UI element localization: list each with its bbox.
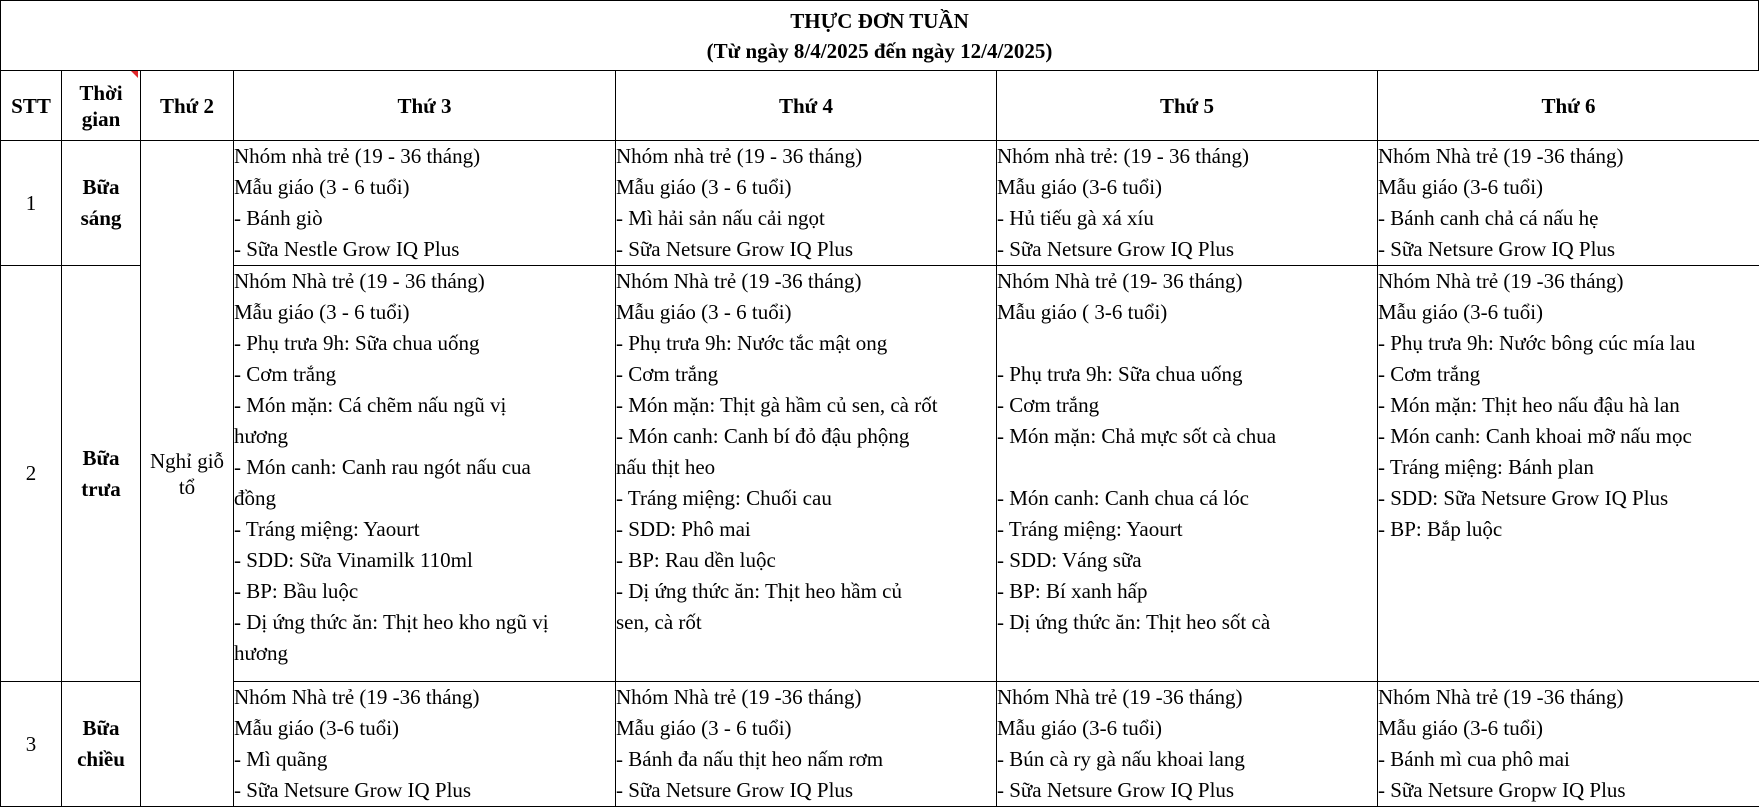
menu-line: - Món mặn: Thịt gà hầm củ sen, cà rốt (616, 390, 996, 421)
menu-line: Mẫu giáo (3 - 6 tuổi) (616, 713, 996, 744)
menu-line: - Sữa Netsure Grow IQ Plus (234, 775, 615, 806)
menu-cell-thu4 (616, 682, 997, 807)
row-stt: 1 (1, 141, 62, 266)
blank-line (997, 328, 1377, 359)
menu-line: - Dị ứng thức ăn: Thịt heo sốt cà (997, 607, 1377, 638)
menu-line: - SDD: Phô mai (616, 514, 996, 545)
menu-line: hương (234, 421, 615, 452)
menu-line: - Bánh đa nấu thịt heo nấm rơm (616, 744, 996, 775)
menu-cell-thu6 (1378, 682, 1759, 807)
menu-line: - Sữa Netsure Grow IQ Plus (616, 775, 996, 806)
meal-time-line2: trưa (62, 474, 140, 505)
header-row (1, 71, 1759, 141)
header-thu6: Thứ 6 (1378, 71, 1759, 141)
menu-cell-thu5 (997, 141, 1378, 266)
menu-line: - Sữa Netsure Grow IQ Plus (616, 234, 996, 265)
menu-line: - Bánh canh chả cá nấu hẹ (1378, 203, 1759, 234)
menu-cell-thu5 (997, 266, 1378, 682)
menu-line: Nhóm Nhà trẻ (19- 36 tháng) (997, 266, 1377, 297)
meal-time-line1: Bữa (62, 713, 140, 744)
menu-line: - Mì hải sản nấu cải ngọt (616, 203, 996, 234)
meal-time-line1: Bữa (62, 172, 140, 203)
menu-line: - Cơm trắng (1378, 359, 1759, 390)
menu-line: - Bánh giò (234, 203, 615, 234)
menu-line: Nhóm nhà trẻ (19 - 36 tháng) (234, 141, 615, 172)
holiday-note-line2: tổ (141, 474, 233, 500)
menu-line: Mẫu giáo (3-6 tuổi) (1378, 172, 1759, 203)
menu-line: - Món canh: Canh bí đỏ đậu phộng (616, 421, 996, 452)
menu-line: Mẫu giáo (3-6 tuổi) (1378, 713, 1759, 744)
menu-line: - Món mặn: Thịt heo nấu đậu hà lan (1378, 390, 1759, 421)
menu-line: - Sữa Netsure Gropw IQ Plus (1378, 775, 1759, 806)
menu-line: - Cơm trắng (997, 390, 1377, 421)
weekly-menu-table (0, 70, 1759, 807)
menu-line: - Món mặn: Chả mực sốt cà chua (997, 421, 1377, 452)
header-thu2: Thứ 2 (141, 71, 234, 141)
meal-time-line2: chiều (62, 744, 140, 775)
menu-line: Mẫu giáo (3-6 tuổi) (997, 713, 1377, 744)
menu-line: - Phụ trưa 9h: Sữa chua uống (997, 359, 1377, 390)
menu-cell-thu6 (1378, 141, 1759, 266)
menu-line: - BP: Bắp luộc (1378, 514, 1759, 545)
menu-line: - Phụ trưa 9h: Nước bông cúc mía lau (1378, 328, 1759, 359)
menu-line: - Món canh: Canh rau ngót nấu cua (234, 452, 615, 483)
menu-line: Nhóm nhà trẻ (19 - 36 tháng) (616, 141, 996, 172)
header-time-line1: Thời (62, 80, 140, 106)
menu-line: - Dị ứng thức ăn: Thịt heo hầm củ (616, 576, 996, 607)
menu-line: đồng (234, 483, 615, 514)
thu2-holiday-note (141, 141, 234, 807)
menu-line: - Món canh: Canh khoai mỡ nấu mọc (1378, 421, 1759, 452)
menu-line: - Phụ trưa 9h: Nước tắc mật ong (616, 328, 996, 359)
blank-line (997, 452, 1377, 483)
menu-line: Mẫu giáo (3-6 tuổi) (1378, 297, 1759, 328)
header-thu5: Thứ 5 (997, 71, 1378, 141)
menu-line: - Sữa Netsure Grow IQ Plus (997, 234, 1377, 265)
menu-line: Mẫu giáo (3 - 6 tuổi) (234, 297, 615, 328)
menu-line: hương (234, 638, 615, 669)
menu-line: Nhóm Nhà trẻ (19 -36 tháng) (616, 266, 996, 297)
menu-line: - Tráng miệng: Bánh plan (1378, 452, 1759, 483)
menu-cell-thu6 (1378, 266, 1759, 682)
menu-line: - Tráng miệng: Chuối cau (616, 483, 996, 514)
menu-line: Nhóm Nhà trẻ (19 - 36 tháng) (234, 266, 615, 297)
menu-cell-thu3 (234, 682, 616, 807)
menu-line: - Bánh mì cua phô mai (1378, 744, 1759, 775)
header-stt: STT (1, 71, 62, 141)
menu-line: Nhóm Nhà trẻ (19 -36 tháng) (1378, 141, 1759, 172)
menu-line: - Sữa Nestle Grow IQ Plus (234, 234, 615, 265)
row-meal-time (62, 682, 141, 807)
page-subtitle: (Từ ngày 8/4/2025 đến ngày 12/4/2025) (1, 39, 1758, 63)
table-row (1, 266, 1759, 682)
header-time-line2: gian (62, 106, 140, 132)
menu-line: - SDD: Váng sữa (997, 545, 1377, 576)
menu-line: nấu thịt heo (616, 452, 996, 483)
menu-line: Nhóm Nhà trẻ (19 -36 tháng) (1378, 266, 1759, 297)
menu-line: - Tráng miệng: Yaourt (234, 514, 615, 545)
menu-line: Mẫu giáo (3 - 6 tuổi) (234, 172, 615, 203)
menu-line: - Sữa Netsure Grow IQ Plus (1378, 234, 1759, 265)
menu-cell-thu3 (234, 266, 616, 682)
menu-line: - Phụ trưa 9h: Sữa chua uống (234, 328, 615, 359)
table-row (1, 682, 1759, 807)
menu-line: - Mì quãng (234, 744, 615, 775)
header-time (62, 71, 141, 141)
menu-line: Nhóm Nhà trẻ (19 -36 tháng) (616, 682, 996, 713)
meal-time-line2: sáng (62, 203, 140, 234)
header-thu3: Thứ 3 (234, 71, 616, 141)
row-meal-time (62, 141, 141, 266)
menu-line: Mẫu giáo (3 - 6 tuổi) (616, 172, 996, 203)
menu-line: - Cơm trắng (234, 359, 615, 390)
menu-line: - Bún cà ry gà nấu khoai lang (997, 744, 1377, 775)
menu-line: - Món mặn: Cá chẽm nấu ngũ vị (234, 390, 615, 421)
menu-line: - Món canh: Canh chua cá lóc (997, 483, 1377, 514)
menu-line: - BP: Bầu luộc (234, 576, 615, 607)
menu-cell-thu4 (616, 266, 997, 682)
menu-line: - SDD: Sữa Vinamilk 110ml (234, 545, 615, 576)
menu-line: Nhóm Nhà trẻ (19 -36 tháng) (234, 682, 615, 713)
menu-line: - Dị ứng thức ăn: Thịt heo kho ngũ vị (234, 607, 615, 638)
menu-line: sen, cà rốt (616, 607, 996, 638)
menu-line: Mẫu giáo (3-6 tuổi) (997, 172, 1377, 203)
title-block (0, 0, 1759, 70)
menu-line: - SDD: Sữa Netsure Grow IQ Plus (1378, 483, 1759, 514)
menu-line: - BP: Bí xanh hấp (997, 576, 1377, 607)
row-stt: 3 (1, 682, 62, 807)
menu-line: - Cơm trắng (616, 359, 996, 390)
menu-line: Nhóm nhà trẻ: (19 - 36 tháng) (997, 141, 1377, 172)
row-stt: 2 (1, 266, 62, 682)
menu-line: - BP: Rau dền luộc (616, 545, 996, 576)
menu-cell-thu4 (616, 141, 997, 266)
row-meal-time (62, 266, 141, 682)
holiday-note-line1: Nghỉ giỗ (141, 448, 233, 474)
header-thu4: Thứ 4 (616, 71, 997, 141)
menu-line: Mẫu giáo ( 3-6 tuổi) (997, 297, 1377, 328)
table-row (1, 141, 1759, 266)
menu-line: Mẫu giáo (3-6 tuổi) (234, 713, 615, 744)
page-title: THỰC ĐƠN TUẦN (1, 9, 1758, 33)
menu-line: Nhóm Nhà trẻ (19 -36 tháng) (1378, 682, 1759, 713)
menu-line: - Hủ tiếu gà xá xíu (997, 203, 1377, 234)
menu-cell-thu3 (234, 141, 616, 266)
meal-time-line1: Bữa (62, 443, 140, 474)
menu-line: Nhóm Nhà trẻ (19 -36 tháng) (997, 682, 1377, 713)
menu-line: - Tráng miệng: Yaourt (997, 514, 1377, 545)
menu-line: - Sữa Netsure Grow IQ Plus (997, 775, 1377, 806)
menu-cell-thu5 (997, 682, 1378, 807)
menu-line: Mẫu giáo (3 - 6 tuổi) (616, 297, 996, 328)
